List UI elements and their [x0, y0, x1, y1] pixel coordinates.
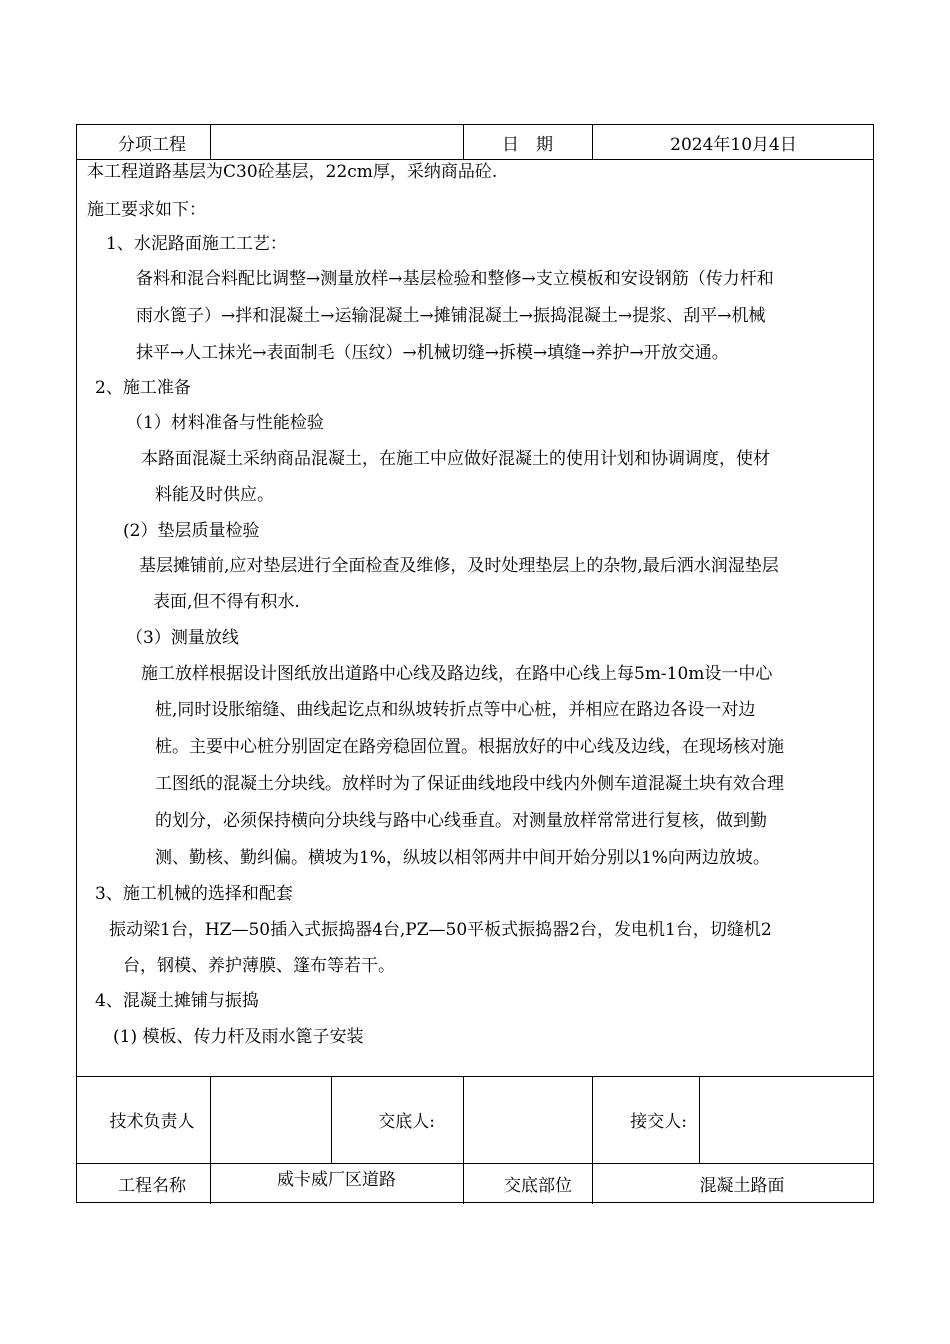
handover-label: 交底人: [378, 1112, 435, 1132]
project-label: 分项工程 [118, 134, 186, 155]
part-value: 混凝土路面 [699, 1176, 785, 1196]
date-label: 日 期 [502, 134, 553, 155]
tech-lead-signature[interactable] [210, 1076, 331, 1163]
subsection-heading: （3）测量放线 [126, 628, 239, 648]
subsection-heading: (2）垫层质量检验 [123, 521, 260, 541]
handover-signature[interactable] [463, 1076, 592, 1163]
text-line: 料能及时供应。 [155, 485, 274, 505]
text-line: 桩。主要中心桩分别固定在路旁稳固位置。根据放好的中心线及边线，在现场核对施 [155, 737, 784, 757]
text-line: 抹平→人工抹光→表面制毛（压纹）→机械切缝→拆模→填缝→养护→开放交通。 [136, 343, 729, 363]
text-line: 本路面混凝土采纳商品混凝土，在施工中应做好混凝土的使用计划和协调调度，使材 [141, 449, 770, 469]
text-line: 雨水篦子）→拌和混凝土→运输混凝土→摊铺混凝土→振捣混凝土→提浆、刮平→机械 [136, 306, 766, 326]
subsection-heading: （1）材料准备与性能检验 [126, 413, 324, 433]
project-name-label: 工程名称 [118, 1176, 186, 1196]
receiver-signature[interactable] [699, 1076, 875, 1163]
part-label: 交底部位 [504, 1176, 572, 1196]
text-line: 备料和混合料配比调整→测量放样→基层检验和整修→支立模板和安设钢筋（传力杆和 [136, 269, 774, 289]
disclosure-form [76, 124, 874, 1203]
text-line: 桩,同时设胀缩缝、曲线起讫点和纵坡转折点等中心桩，并相应在路边各设一对边 [155, 700, 756, 720]
text-line: 的划分，必须保持横向分块线与路中心线垂直。对测量放样常常进行复核，做到勤 [155, 811, 767, 831]
text-line: 施工放样根据设计图纸放出道路中心线及路边线，在路中心线上每5m-10m设一中心 [141, 664, 773, 684]
project-value[interactable] [210, 125, 463, 159]
section-heading: 1、水泥路面施工工艺： [106, 234, 287, 254]
text-line: 台，钢模、养护薄膜、篷布等若干。 [123, 956, 395, 976]
text-line: 表面,但不得有积水. [153, 592, 300, 612]
project-name-value: 威卡威厂区道路 [277, 1170, 396, 1190]
tech-lead-label: 技术负责人 [109, 1112, 195, 1132]
section-heading: 4、混凝土摊铺与振捣 [95, 991, 259, 1011]
grid-line [77, 159, 873, 160]
subsection-heading: (1) 模板、传力杆及雨水篦子安装 [113, 1027, 364, 1047]
text-line: 测、勤核、勤纠偏。横坡为1%，纵坡以相邻两井中间开始分别以1%向两边放坡。 [155, 848, 770, 868]
section-heading: 3、施工机械的选择和配套 [95, 884, 293, 904]
section-heading: 2、施工准备 [95, 378, 191, 398]
receiver-label: 接交人: [630, 1112, 687, 1132]
date-value: 2024年10月4日 [670, 134, 797, 155]
construction-requirements [77, 161, 875, 1076]
text-line: 工图纸的混凝土分块线。放样时为了保证曲线地段中线内外侧车道混凝土块有效合理 [155, 774, 784, 794]
text-line: 本工程道路基层为C30砼基层，22cm厚，采纳商品砼. [87, 162, 498, 182]
text-line: 振动梁1台，HZ—50插入式振捣器4台,PZ—50平板式振捣器2台，发电机1台，切缝机2 [109, 920, 772, 940]
text-line: 基层摊铺前,应对垫层进行全面检查及维修，及时处理垫层上的杂物,最后洒水润湿垫层 [139, 556, 779, 576]
text-line: 施工要求如下： [87, 200, 206, 220]
